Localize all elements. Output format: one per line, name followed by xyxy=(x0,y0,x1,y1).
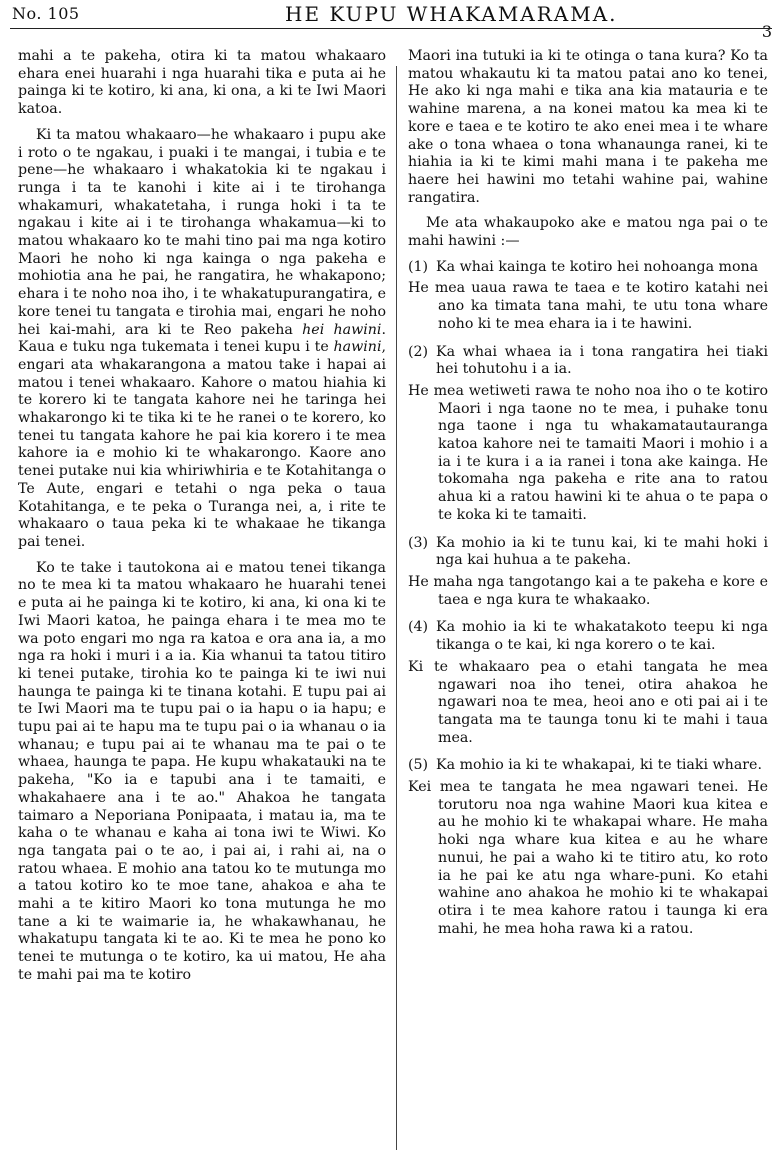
item-body: He mea wetiweti rawa te noho noa iho o te kotiro Maori i nga taone no te mea, i puhake tonu nga taone i nga tu whakamatautauranga katoa kahore nei te tamaiti Maori i mohio i a ia i te kura i a ia ranei i tona ake kainga. He tokomaha nga pakeha e rite ana to ratou ahua ki a ratou hawini ki te ahua o te papa o te koka ki te tamaiti. xyxy=(408,382,768,523)
item-number: (3) xyxy=(408,534,429,551)
item-number: (1) xyxy=(408,258,429,275)
item-body: Kei mea te tangata he mea ngawari tenei. He torutoru noa nga wahine Maori kua kitea e au he mohio ki te whakapai whare. He maha hoki nga whare kua kitea e au he whare nunui, he pai a waho ki te titiro atu, ko roto ia he pai ke atu nga whare-puni. Ko etahi wahine ano ahakoa he mohio ki te whakapai otira i te mea kahore ratou i taunga ki era mahi, he mea hoha rawa ki a ratou. xyxy=(408,779,768,937)
list-item xyxy=(408,535,768,610)
page-title: HE KUPU WHAKAMARAMA. xyxy=(285,2,618,26)
paragraph: Maori ina tutuki ia ki te otinga o tana kura? Ko ta matou whakautu ki ta matou patai ano ko tenei, He ako ki nga mahi e tika ana kia matauria e te wahine marena, a na konei matou ka mea ki te kore e taea e te kotiro te ako enei mea i te whare ake o tona whaea o tona whanaunga ranei, ki te hiahia ia ki te kimi mahi mana i te pakeha me haere hei hawini mo tetahi wahine pai, wahine rangatira. xyxy=(408,48,768,206)
item-title: Ka mohio ia ki te whakapai, ki te tiaki whare. xyxy=(436,757,762,774)
right-column xyxy=(408,48,768,948)
item-title: Ka mohio ia ki te tunu kai, ki te mahi hoki i nga kai huhua a te pakeha. xyxy=(436,534,768,569)
paragraph: Ko te take i tautokona ai e matou tenei tikanga no te mea ki ta matou whakaaro he huarahi tenei e puta ai he painga ki te kotiro, ki ana, ki ona ki te Iwi Maori katoa, he painga ehara i te mea mo te wa poto engari mo nga ra katoa e ora ana ia, a mo nga ra hoki i muri i a ia. Kia whanui ta tatou titiro ki tenei putake, tirohia ko te painga ki te iwi nui haunga te painga ki te tinana kotahi. E tupu pai ai te Iwi Maori ma te tupu pai o ia hapu o ia hapu; e tupu pai ai te hapu ma te tupu pai o ia whanau o ia whanau; e tupu pai ai te whanau ma te pai o te whaea, haunga te papa. He kupu whakatauki na te pakeha, "Ko ia e tapubi ana i te tamaiti, e whakahaere ana i te ao." Ahakoa he tangata taimaro a Neporiana Ponipaata, i matau ia, ma te kaha o te whanau e kaha ai tona iwi te Wiwi. Ko nga tangata pai o te ao, i pai ai, i rahi ai, na o ratou whaea. E mohio ana tatou ko te mutunga mo a tatou kotiro ko te moe tane, ahakoa e aha te mahi a te kitiro Maori ko tona mutunga he mo tane a ki te waimarie ia, he whakawhanau, he whakatupu tangata ki te ao. Ki te mea he pono ko tenei te mutunga o te kotiro, ka ui matou, He aha te mahi pai ma te kotiro xyxy=(18,559,386,983)
column-divider xyxy=(396,66,397,1150)
list-item xyxy=(408,757,768,938)
issue-number: No. 105 xyxy=(12,4,80,23)
page-header xyxy=(0,0,782,41)
item-number: (5) xyxy=(408,757,429,774)
item-number: (2) xyxy=(408,343,429,360)
paragraph: Ki ta matou whakaaro—he whakaaro i pupu ake i roto o te ngakau, i puaki i te mangai, i tubia e te pene—he whakaaro i whakatokia ki te ngakau i runga i ta te kanohi i kite ai i te tirohanga whakamuri, whakatetaha, i runga hoki i ta te ngakau i kite ai i te tirohanga whakamua—ki to matou whakaaro ko te mahi tino pai ma nga kotiro Maori he noho ki nga kainga o nga pakeha e mohiotia ana he pai, he rangatira, he whakapono; ehara i te noho noa iho, i te whakatupurangatira, e kore tenei tu tangata e tirohia mai, engari he noho hei kai-mahi, ara ki te Reo pakeha hei hawini. Kaua e tuku nga tukemata i tenei kupu i te hawini, engari ata whakarangona a matou take i hapai ai matou i tenei whakaaro. Kahore o matou hiahia ki te korero ki te tangata kahore nei he taringa hei whakarongo ki te tika ki te he ranei o te korero, ko tenei tu tangata kahore he pai kia korero i te mea kahore ia e mohio ki te whakarongo. Kaore ano tenei putake nui kia whiriwhiria e te Kotahitanga o Te Aute, engari e tetahi o nga peka o taua Kotahitanga, e te peka o Turanga nei, a, i rite te whakaaro o taua peka ki te whakaae he tikanga pai tenei. xyxy=(18,126,386,550)
item-body: He mea uaua rawa te taea e te kotiro katahi nei ano ka timata tana mahi, te utu tona whare noho ki te mea ehara ia i te hawini. xyxy=(408,280,768,332)
list-item xyxy=(408,259,768,334)
item-body: He maha nga tangotango kai a te pakeha e kore e taea e nga kura te whakaako. xyxy=(408,573,768,608)
item-body: Ki te whakaaro pea o etahi tangata he mea ngawari noa iho tenei, otira ahakoa he ngawari noa te mea, heoi ano e oti pai ai i te tangata ma te taunga tonu ki te mahi i taua mea. xyxy=(408,658,768,746)
header-rule xyxy=(10,28,772,29)
item-title: Ka whai whaea ia i tona rangatira hei tiaki hei tohutohu i a ia. xyxy=(436,343,768,378)
paragraph: mahi a te pakeha, otira ki ta matou whakaaro ehara enei huarahi i nga huarahi tika e puta ai he painga ki te kotiro, ki ana, ki ona, a ki te Iwi Maori katoa. xyxy=(18,48,386,118)
item-number: (4) xyxy=(408,619,429,636)
item-title: Ka mohio ia ki te whakatakoto teepu ki nga tikanga o te kai, ki nga korero o te kai. xyxy=(436,619,768,654)
item-title: Ka whai kainga te kotiro hei nohoanga mona xyxy=(436,258,759,275)
paragraph: Me ata whakaupoko ake e matou nga pai o te mahi hawini :— xyxy=(408,215,768,250)
list-item xyxy=(408,619,768,747)
list-item xyxy=(408,344,768,525)
left-column xyxy=(18,48,386,993)
page-number: 3 xyxy=(761,22,772,41)
